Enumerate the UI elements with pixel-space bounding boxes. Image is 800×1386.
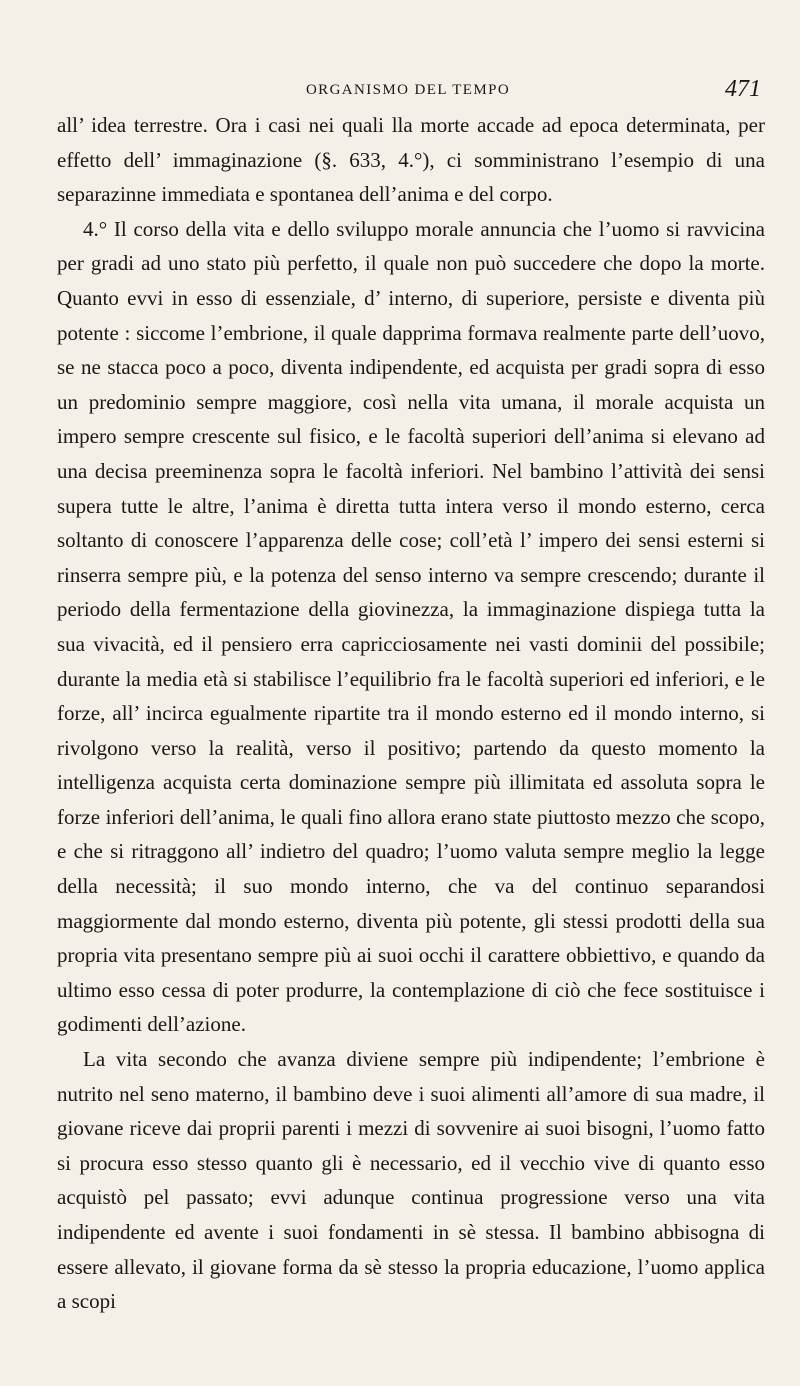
running-title: ORGANISMO DEL TEMPO [305,82,511,98]
paragraph-1: all’ idea terrestre. Ora i casi nei quali lla morte accade ad epoca determinata, per effetto dell’ immaginazione (§. 633, 4.°), ci somministrano l’esempio di una separazinne immediata e spontanea dell’anima e del corpo. [57,113,765,207]
running-head [55,76,761,106]
paragraph-3: La vita secondo che avanza diviene sempre più indipendente; l’embrione è nutrito nel seno materno, il bambino deve i suoi alimenti all’amore di sua madre, il giovane riceve dai proprii parenti i mezzi di sovvenire ai suoi bisogni, l’uomo fatto si procura esso stesso quanto gli è necessario, ed il vecchio vive di quanto esso acquistò pel passato; evvi adunque continua progressione verso una vita indipendente ed avente i suoi fondamenti in sè stessa. Il bambino abbisogna di essere allevato, il giovane forma da sè stesso la propria educazione, l’uomo applica a scopi [57,1047,765,1314]
paragraph-2: 4.° Il corso della vita e dello sviluppo morale annuncia che l’uomo si ravvicina per gradi ad uno stato più perfetto, il quale non può succedere che dopo la morte. Quanto evvi in esso di essenziale, d’ interno, di superiore, persiste e diventa più potente : siccome l’embrione, il quale dapprima formava realmente parte dell’uovo, se ne stacca poco a poco, diventa indipendente, ed acquista per gradi sopra di esso un predominio sempre maggiore, così nella vita umana, il morale acquista un impero sempre crescente sul fisico, e le facoltà superiori dell’anima si elevano ad una decisa preeminenza sopra le facoltà inferiori. Nel bambino l’attività dei sensi supera tutte le altre, l’anima è diretta tutta intera verso il mondo esterno, cerca soltanto di conoscere l’apparenza delle cose; coll’età l’ impero dei sensi esterni si rinserra sempre più, e la potenza del senso interno va sempre crescendo; durante il periodo della fermentazione della giovinezza, la immaginazione dispiega tutta la sua vivacità, ed il pensiero erra capricciosamente nei vasti dominii del possibile; durante la media età si stabilisce l’equilibrio fra le facoltà superiori ed inferiori, e le forze, all’ incirca egualmente ripartite tra il mondo esterno ed il mondo interno, si rivolgono verso la realità, verso il positivo; partendo da questo momento la intelligenza acquista certa dominazione sempre più illimitata ed assoluta sopra le forze inferiori dell’anima, le quali fino allora erano state piuttosto mezzo che scopo, e che si ritraggono all’ indietro del quadro; l’uomo valuta sempre meglio la legge della necessità; il suo mondo interno, che va del continuo separandosi maggiormente dal mondo esterno, diventa più potente, gli stessi prodotti della sua propria vita presentano sempre più ai suoi occhi il carattere obbiettivo, e quando da ultimo esso cessa di poter produrre, la contemplazione di ciò che fece sostituisce i godimenti dell’azione. [57,216,765,1037]
page-number: 471 [725,76,761,102]
body-text [57,108,765,1319]
